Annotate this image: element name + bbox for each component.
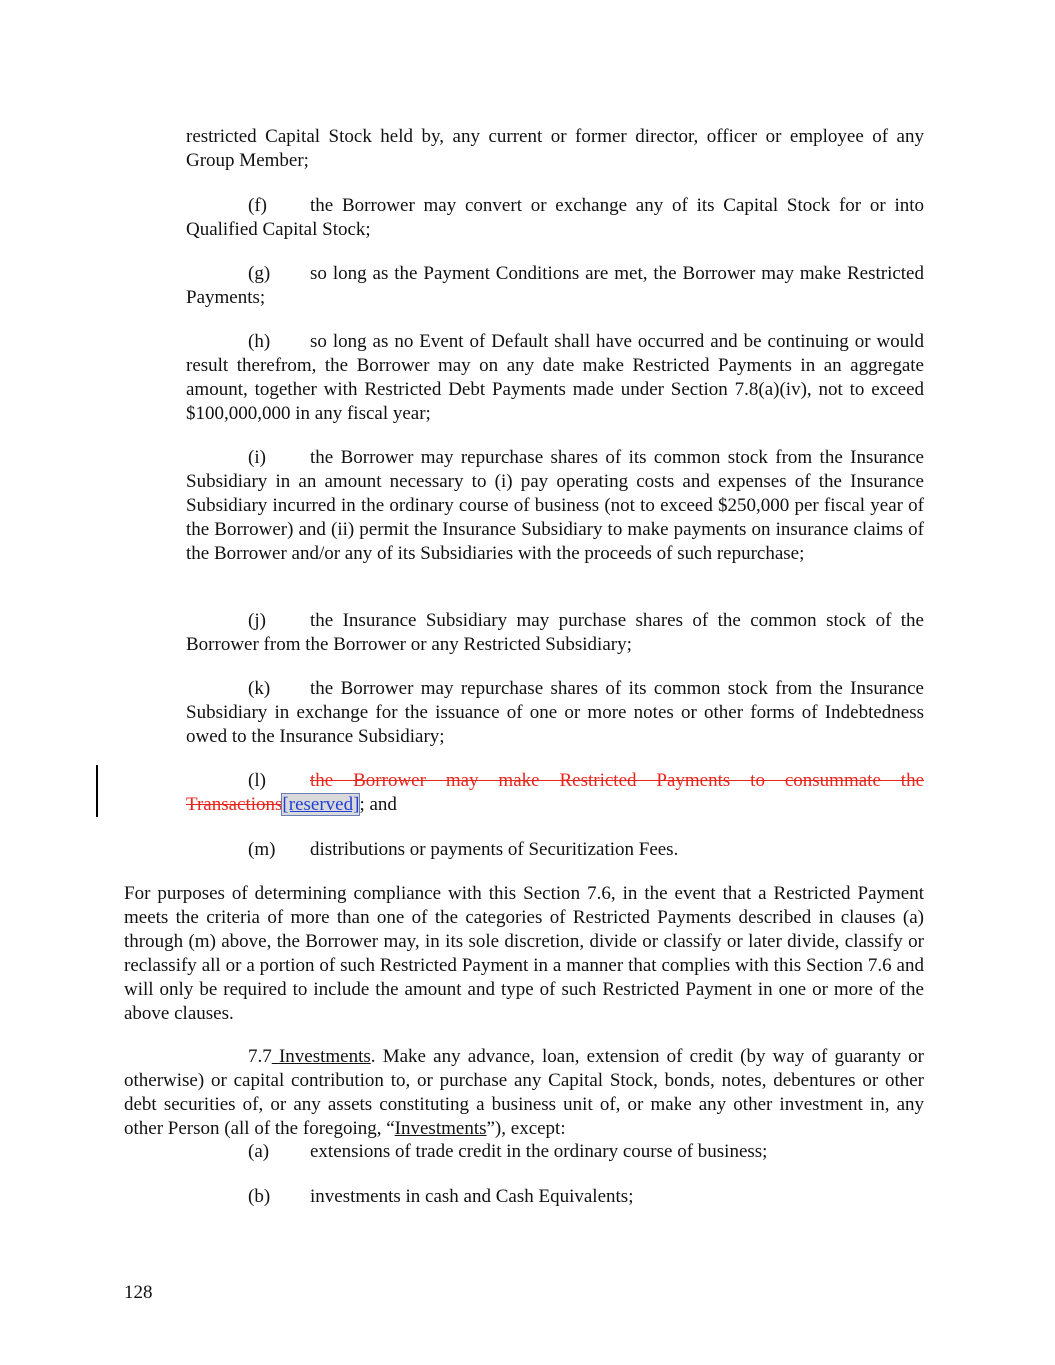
sub-item-a bbox=[248, 1140, 767, 1164]
clause-label: (h) bbox=[248, 331, 271, 352]
section-7-7: 7.7 Investments. Make any advance, loan, extension of credit (by way of guaranty or otherwise) or capital contribution to, or purchase any Capital Stock, bonds, notes, debentures or other debt securities of, or any assets constituting a business unit of, or make any other investment in, any other Person (all of the foregoing, “Investments”), except: bbox=[124, 1046, 924, 1139]
clause-text: the Borrower may repurchase shares of its common stock from the Insurance Subsidiary in an amount necessary to (i) pay operating costs and expenses of the Insurance Subsidiary incurred in the ordinary course of business (not to exceed $250,000 per fiscal year of the Borrower) and (ii) permit the Insurance Subsidiary to make payments on insurance claims of the Borrower and/or any of its Subsidiaries with the proceeds of such repurchase; bbox=[186, 447, 924, 564]
clause-text: so long as the Payment Conditions are met, the Borrower may make Restricted Payments; bbox=[186, 263, 924, 308]
inserted-text[interactable]: [reserved] bbox=[282, 794, 360, 815]
clause-text: so long as no Event of Default shall have occurred and be continuing or would result therefrom, the Borrower may on any date make Restricted Payments in an aggregate amount, together with Restricted Debt Payments made under Section 7.8(a)(iv), not to exceed $100,000,000 in any fiscal year; bbox=[186, 331, 924, 424]
continuation-paragraph: restricted Capital Stock held by, any current or former director, officer or employee of any Group Member; bbox=[186, 126, 924, 171]
clause-j bbox=[186, 609, 924, 657]
clause-i bbox=[186, 446, 924, 566]
revision-change-bar bbox=[96, 765, 98, 817]
clause-l bbox=[186, 769, 924, 817]
clause-text: investments in cash and Cash Equivalents; bbox=[310, 1186, 634, 1207]
section-heading: Investments bbox=[278, 1046, 371, 1067]
clause-k bbox=[186, 677, 924, 749]
clause-label: (j) bbox=[248, 610, 266, 631]
clause-text: the Borrower may convert or exchange any of its Capital Stock for or into Qualified Capital Stock; bbox=[186, 195, 924, 240]
clause-text: distributions or payments of Securitization Fees. bbox=[310, 839, 679, 860]
clause-f bbox=[186, 194, 924, 242]
section-number: 7.7 bbox=[248, 1046, 272, 1067]
sub-item-b bbox=[248, 1185, 633, 1209]
clause-text: the Insurance Subsidiary may purchase shares of the common stock of the Borrower from the Borrower or any Restricted Subsidiary; bbox=[186, 610, 924, 655]
clause-label: (a) bbox=[248, 1141, 270, 1162]
clause-label: (k) bbox=[248, 678, 271, 699]
clause-label: (l) bbox=[248, 770, 266, 791]
clause-label: (g) bbox=[248, 263, 271, 284]
defined-term: Investments bbox=[394, 1118, 487, 1139]
clause-label: (b) bbox=[248, 1186, 271, 1207]
compliance-paragraph: For purposes of determining compliance with this Section 7.6, in the event that a Restricted Payment meets the criteria of more than one of the categories of Restricted Payments described in clauses (a) through (m) above, the Borrower may, in its sole discretion, divide or classify or later divide, classify or reclassify all or a portion of such Restricted Payment in a manner that complies with this Section 7.6 and will only be required to include the amount and type of such Restricted Payment in one or more of the above clauses. bbox=[124, 883, 924, 1024]
clause-h bbox=[186, 330, 924, 426]
clause-m bbox=[186, 838, 924, 862]
clause-text: ; and bbox=[359, 794, 397, 815]
clause-label: (i) bbox=[248, 447, 266, 468]
clause-g bbox=[186, 262, 924, 310]
deleted-text: the Borrower may make Restricted Payments to consummate the Transactions bbox=[186, 770, 924, 815]
clause-label: (f) bbox=[248, 195, 267, 216]
clause-text: the Borrower may repurchase shares of its common stock from the Insurance Subsidiary in exchange for the issuance of one or more notes or other forms of Indebtedness owed to the Insurance Subsidiary; bbox=[186, 678, 924, 747]
page-number: 128 bbox=[124, 1282, 153, 1303]
clause-label: (m) bbox=[248, 839, 276, 860]
clause-text: extensions of trade credit in the ordinary course of business; bbox=[310, 1141, 768, 1162]
